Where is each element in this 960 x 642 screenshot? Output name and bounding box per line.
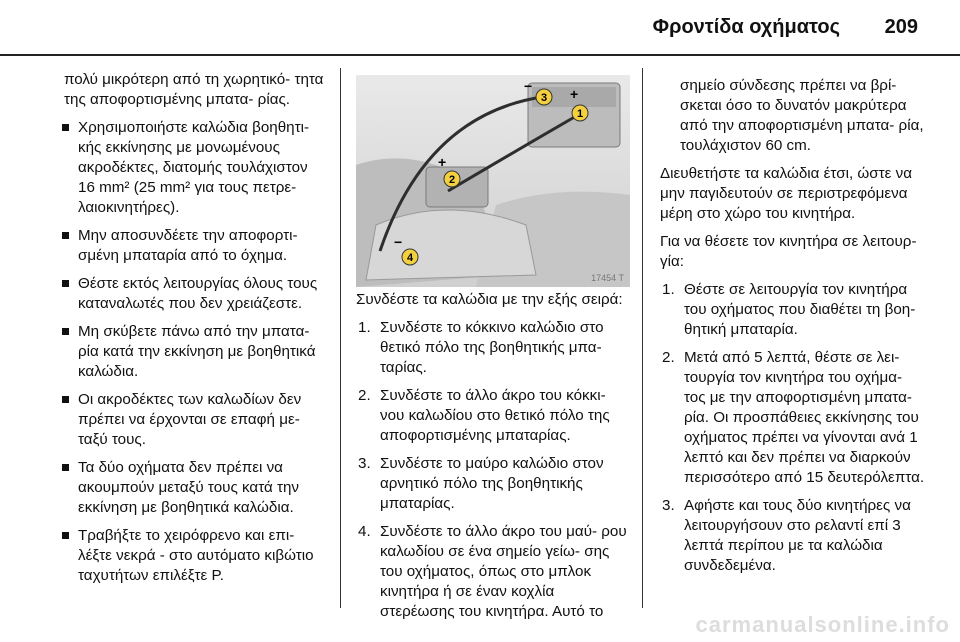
step-number: 3.	[662, 497, 675, 514]
callout-2: 2	[448, 174, 456, 186]
minus-sign: −	[524, 78, 533, 94]
column-left	[60, 70, 326, 594]
section-title: Φροντίδα οχήματος	[652, 16, 840, 38]
step-text: Θέστε σε λειτουργία τον κινητήρα του οχήματος που διαθέτει τη βοη- θητική μπαταρία.	[684, 281, 916, 338]
column-divider	[642, 68, 643, 608]
bullet-item: Οι ακροδέκτες των καλωδίων δεν πρέπει να έρχονται σε επαφή με- ταξύ τους.	[60, 390, 326, 450]
header-rule	[0, 54, 960, 56]
bullet-item: Τα δύο οχήματα δεν πρέπει να ακουμπούν μεταξύ τους κατά την εκκίνηση με βοηθητικά καλώδια.	[60, 458, 326, 518]
step-item	[660, 348, 926, 488]
bullet-item: Χρησιμοποιήστε καλώδια βοηθητι- κής εκκίνησης με μονωμένους ακροδέκτες, διατομής τουλάχιστον 16 mm² (25 mm² για τους πετρε- λαιοκινητήρες).	[60, 118, 326, 218]
step-text: Συνδέστε το άλλο άκρο του μαύ- ρου καλωδίου σε ένα σημείο γείω- σης του οχήματος, όπως στο μπλοκ κινητήρα ή σε έναν κοχλία στερέωσης του κινητήρα. Αυτό το	[380, 523, 627, 620]
plus-sign: +	[570, 86, 579, 102]
step-text: Συνδέστε το άλλο άκρο του κόκκι- νου καλωδίου στο θετικό πόλο της αποφορτισμένης μπαταρίας.	[380, 387, 610, 444]
callout-1: 1	[576, 108, 584, 120]
page-footer	[0, 612, 960, 642]
page-header	[0, 0, 960, 52]
step-number: 2.	[358, 387, 371, 404]
engine-bay-drawing	[356, 75, 630, 287]
figure-code: 17454 T	[591, 273, 624, 283]
paragraph: Διευθετήστε τα καλώδια έτσι, ώστε να μην παγιδευτούν σε περιστρεφόμενα μέρη στο χώρο του κινητήρα.	[660, 165, 912, 222]
bullet-item: Θέστε εκτός λειτουργίας όλους τους καταναλωτές που δεν χρειάζεστε.	[60, 274, 326, 314]
page-number: 209	[884, 16, 918, 38]
step-text: Συνδέστε το μαύρο καλώδιο στον αρνητικό πόλο της βοηθητικής μπαταρίας.	[380, 455, 604, 512]
step-number: 3.	[358, 455, 371, 472]
paragraph-continuation: σημείο σύνδεσης πρέπει να βρί- σκεται όσο το δυνατόν μακρύτερα από την αποφορτισμένη μπατα- ρία, τουλάχιστον 60 cm.	[680, 77, 924, 154]
step-item	[356, 454, 630, 514]
plus-sign: +	[438, 154, 447, 170]
step-number: 4.	[358, 523, 371, 540]
step-text: Μετά από 5 λεπτά, θέστε σε λει- τουργία τον κινητήρα του οχήμα- τος με την αποφορτισμένη μπατα- ρία. Οι προσπάθειες εκκίνησης του οχήματος πρέπει να γίνονται ανά 1 λεπτό και δεν πρέπει να διαρκούν περισσότερο από 15 δευτερόλεπτα.	[684, 349, 925, 486]
step-item	[356, 522, 630, 622]
bullet-item: Μη σκύβετε πάνω από την μπατα- ρία κατά την εκκίνηση με βοηθητικά καλώδια.	[60, 322, 326, 382]
step-item	[660, 280, 926, 340]
step-item	[660, 496, 926, 576]
callout-4: 4	[406, 252, 414, 264]
jump-start-illustration	[356, 75, 630, 287]
steps-intro: Συνδέστε τα καλώδια με την εξής σειρά:	[356, 291, 623, 308]
step-item	[356, 318, 630, 378]
step-number: 2.	[662, 349, 675, 366]
watermark: carmanualsonline.info	[695, 612, 950, 637]
column-middle	[356, 290, 630, 630]
bullet-item: Μην αποσυνδέετε την αποφορτι- σμένη μπαταρία από το όχημα.	[60, 226, 326, 266]
step-text: Αφήστε και τους δύο κινητήρες να λειτουργήσουν στο ρελαντί επί 3 λεπτά περίπου με τα καλώδια συνδεδεμένα.	[684, 497, 911, 574]
bullet-item: Τραβήξτε το χειρόφρενο και επι- λέξτε νεκρά - στο αυτόματο κιβώτιο ταχυτήτων επιλέξτε P.	[60, 526, 326, 586]
column-divider	[340, 68, 341, 608]
paragraph: Για να θέσετε τον κινητήρα σε λειτουρ- γία:	[660, 233, 917, 270]
paragraph-continuation: πολύ μικρότερη από τη χωρητικό- τητα της αποφορτισμένης μπατα- ρίας.	[64, 71, 324, 108]
step-item	[356, 386, 630, 446]
column-right	[660, 76, 926, 584]
step-text: Συνδέστε το κόκκινο καλώδιο στο θετικό πόλο της βοηθητικής μπα- ταρίας.	[380, 319, 604, 376]
minus-sign: −	[394, 234, 403, 250]
step-number: 1.	[358, 319, 371, 336]
step-number: 1.	[662, 281, 675, 298]
callout-3: 3	[540, 92, 548, 104]
